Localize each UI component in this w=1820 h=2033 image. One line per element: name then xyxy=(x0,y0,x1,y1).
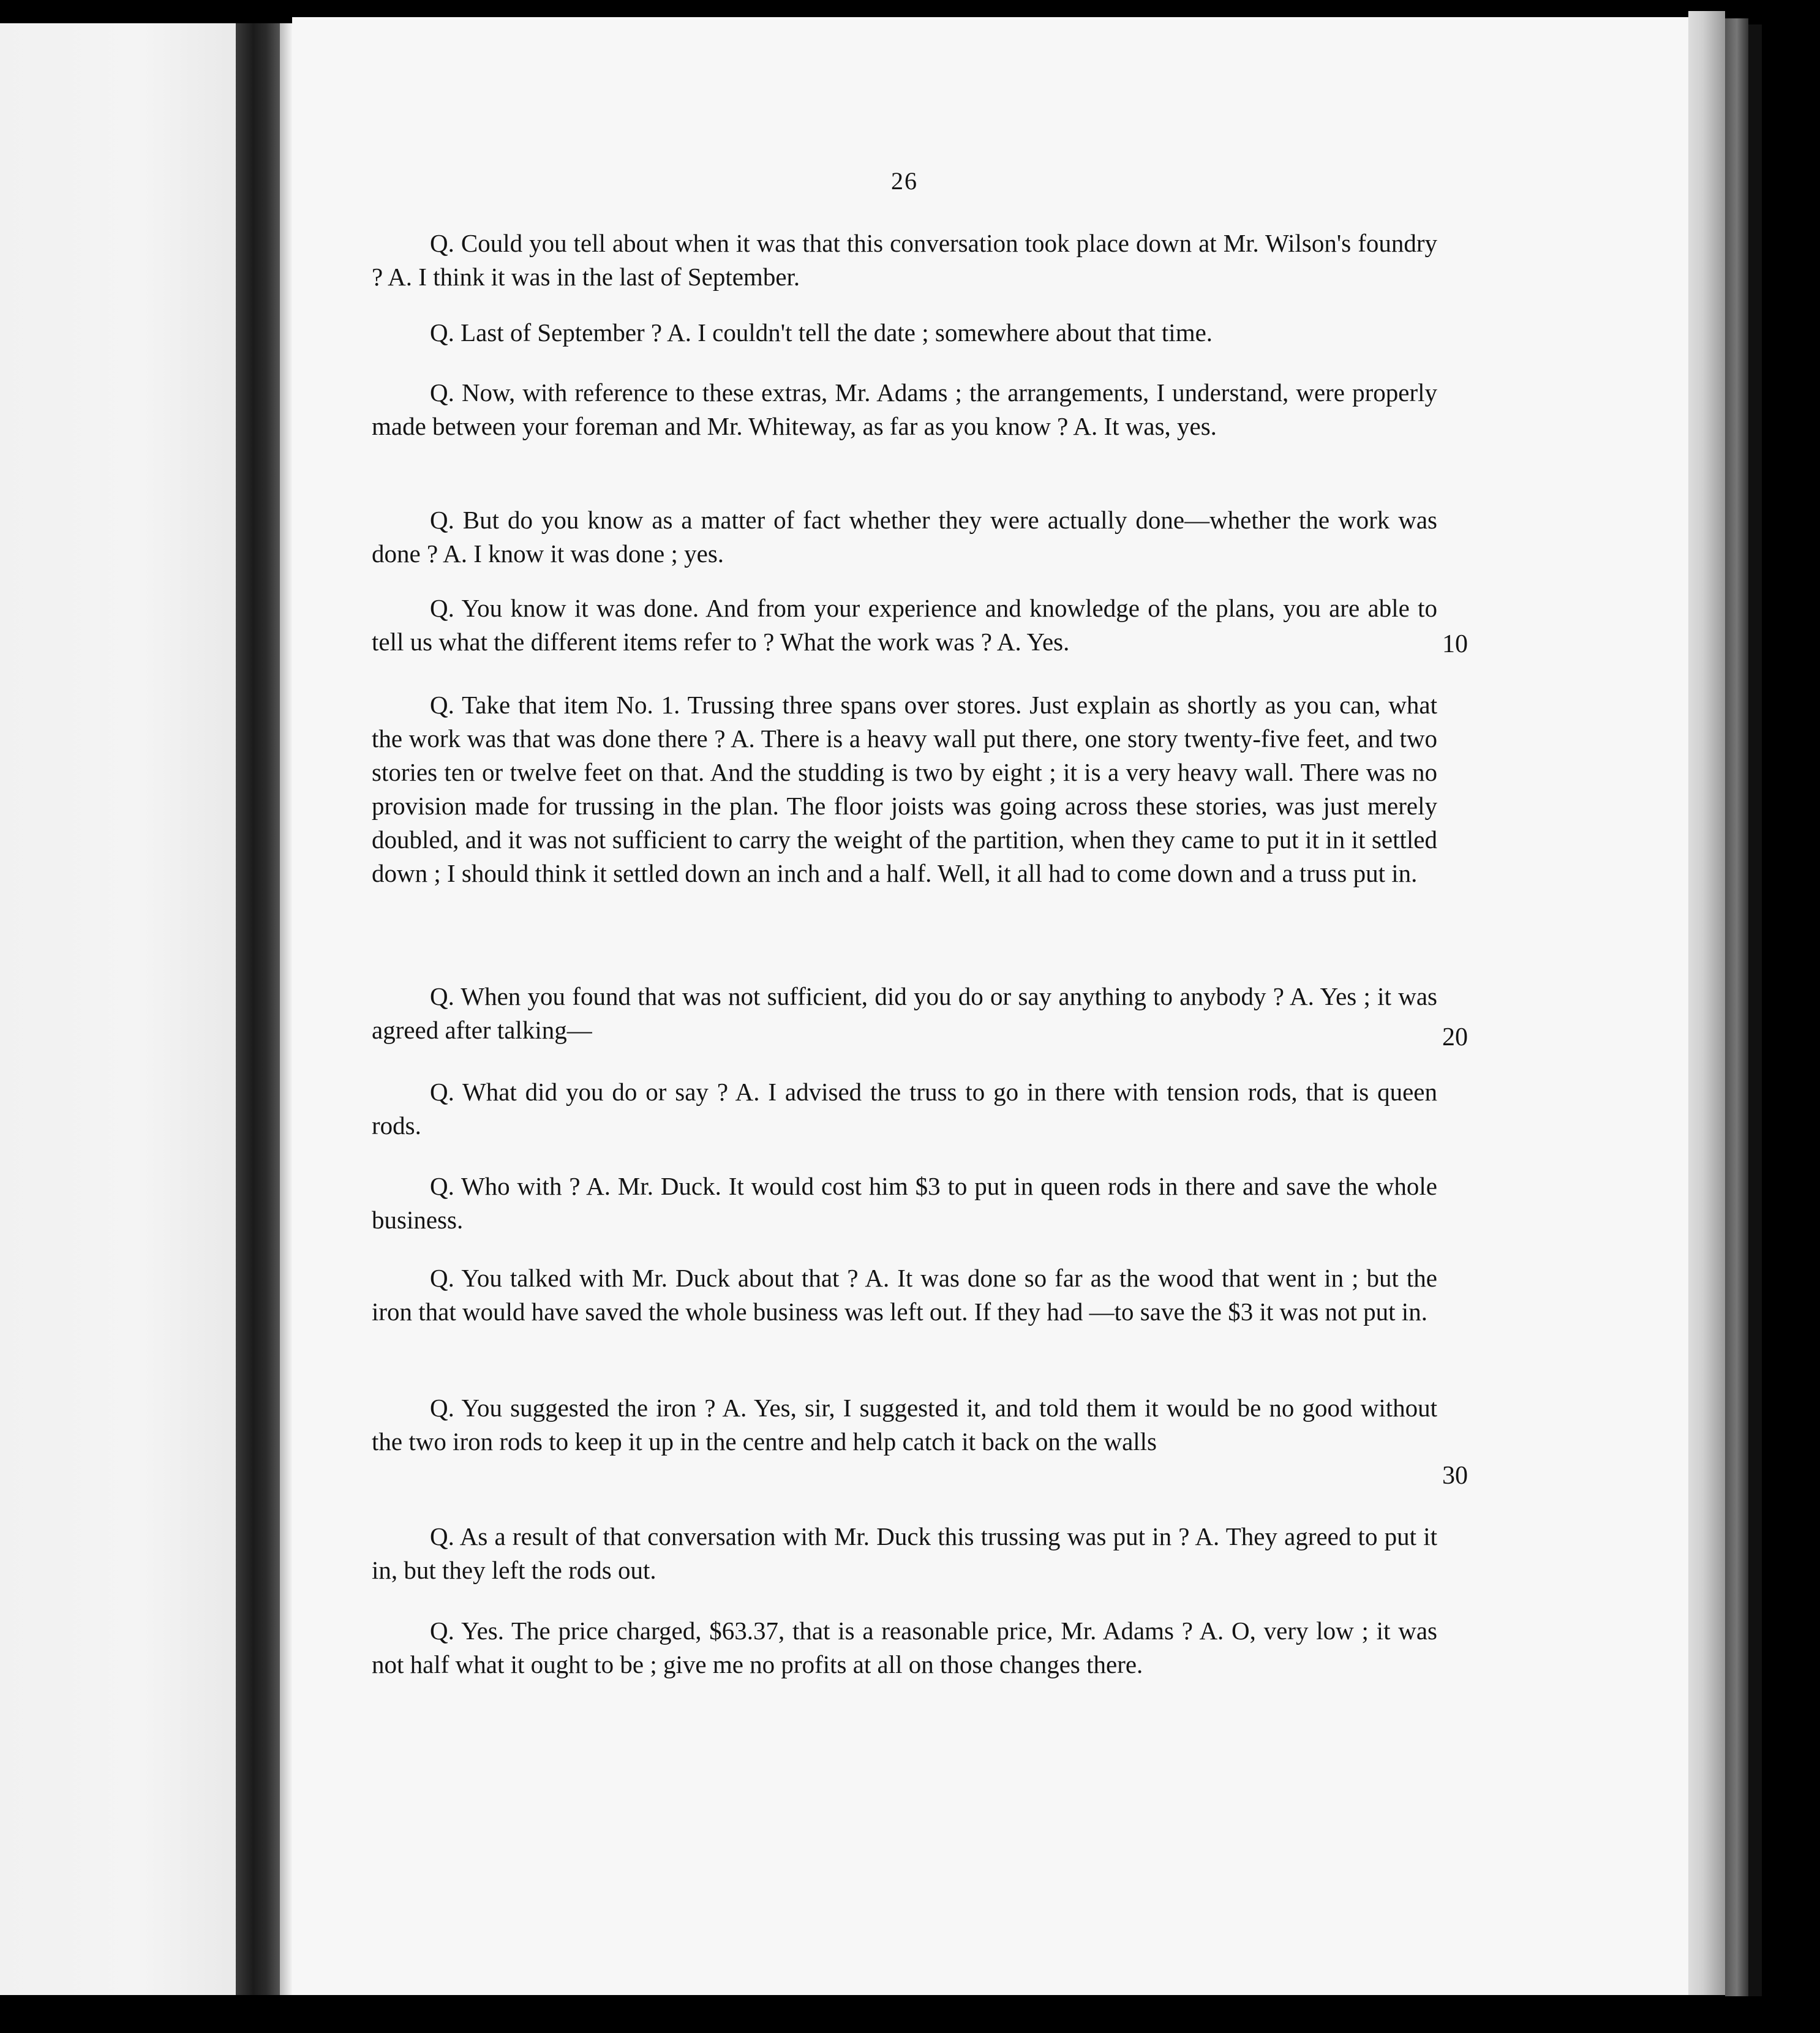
paragraph-4: Q. But do you know as a matter of fact whether they were actually done—whether the work was done ? A. I know it was done ; yes. xyxy=(372,506,1437,568)
line-number-30: 30 xyxy=(1442,1462,1468,1490)
paragraph-5: Q. You know it was done. And from your experience and knowledge of the plans, you are able to tell us what the different items refer to ? What the work was ? A. Yes. xyxy=(372,594,1437,656)
scan-border xyxy=(1748,24,1762,1996)
line-number-20: 20 xyxy=(1442,1023,1468,1051)
paragraph-11: Q. You suggested the iron ? A. Yes, sir, I suggested it, and told them it would be no good without the two iron rods to keep it up in the centre and help catch it back on the walls xyxy=(372,1394,1437,1456)
paragraph-7: Q. When you found that was not sufficient, did you do or say anything to anybody ? A. Yes ; it was agreed after talking— xyxy=(372,982,1437,1044)
paragraph-12: Q. As a result of that conversation with Mr. Duck this trussing was put in ? A. They agreed to put it in, but they left the rods out. xyxy=(372,1522,1437,1584)
book-gutter xyxy=(236,23,280,1995)
line-number-10: 10 xyxy=(1442,630,1468,658)
page-number: 26 xyxy=(891,167,918,195)
paragraph-13: Q. Yes. The price charged, $63.37, that is a reasonable price, Mr. Adams ? A. O, very low ; it was not half what it ought to be ; give me no profits at all on those changes there. xyxy=(372,1617,1437,1678)
paragraph-3: Q. Now, with reference to these extras, Mr. Adams ; the arrangements, I understand, were properly made between your foreman and Mr. Whiteway, as far as you know ? A. It was, yes. xyxy=(372,378,1437,440)
gutter-shadow xyxy=(280,23,292,1995)
left-page-edge xyxy=(0,23,236,1995)
paragraph-9: Q. Who with ? A. Mr. Duck. It would cost him $3 to put in queen rods in there and save the whole business. xyxy=(372,1172,1437,1234)
paragraph-10: Q. You talked with Mr. Duck about that ? A. It was done so far as the wood that went in ; but the iron that would have saved the whole business was left out. If they had —to save the $3 it was not put in. xyxy=(372,1264,1437,1326)
paragraph-6: Q. Take that item No. 1. Trussing three spans over stores. Just explain as shortly as you can, what the work was that was done there ? A. There is a heavy wall put there, one story twenty-five feet, and two stories ten or twelve feet on that. And the studding is two by eight ; it is a very heavy wall. There was no provision made for trussing in the plan. The floor joists was going across these stories, was just merely doubled, and it was not sufficient to carry the weight of the partition, when they came to put it in it settled down ; I should think it settled down an inch and a half. Well, it all had to come down and a truss put in. xyxy=(372,691,1437,887)
page-edge-stack xyxy=(1688,11,1725,1995)
book-cover-edge xyxy=(1725,18,1748,1996)
paragraph-8: Q. What did you do or say ? A. I advised the truss to go in there with tension rods, that is queen rods. xyxy=(372,1078,1437,1140)
paragraph-1: Q. Could you tell about when it was that this conversation took place down at Mr. Wilson's foundry ? A. I think it was in the last of September. xyxy=(372,229,1437,291)
paragraph-2: Q. Last of September ? A. I couldn't tell the date ; somewhere about that time. xyxy=(430,318,1213,347)
